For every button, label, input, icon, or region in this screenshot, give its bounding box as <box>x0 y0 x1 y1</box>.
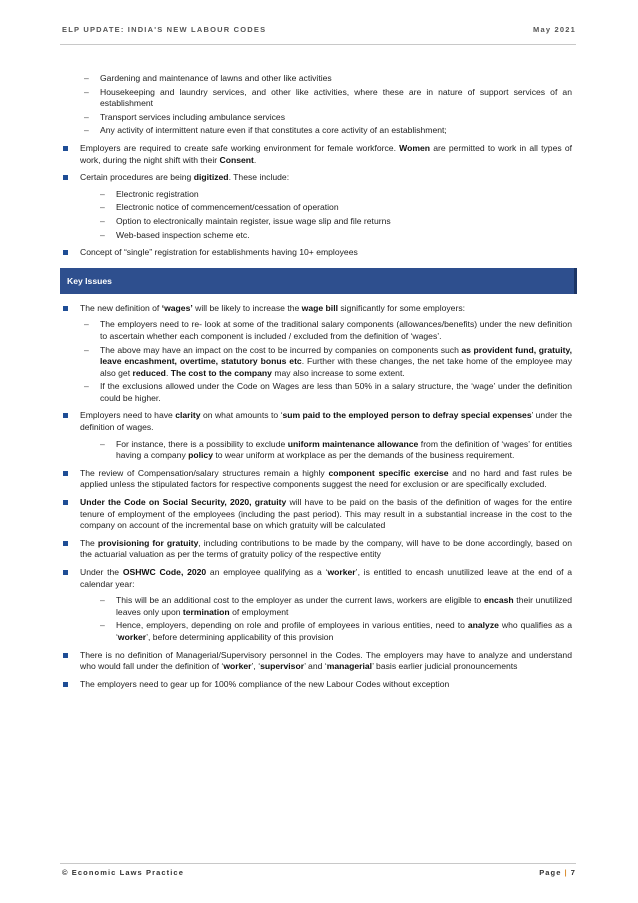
page-footer <box>62 868 576 877</box>
square-bullet-icon <box>63 500 68 505</box>
footer-divider <box>60 863 576 864</box>
square-bullet-icon <box>63 653 68 658</box>
bullet-compliance: The employers need to gear up for 100% compliance of the new Labour Codes without exception <box>62 679 572 691</box>
header-date: May 2021 <box>533 25 576 34</box>
key-issues-heading: Key Issues <box>60 268 577 294</box>
bullet-wages-definition: The new definition of ‘wages’ will be likely to increase the wage bill significantly for some employers: <box>62 303 572 315</box>
bullet-digitized: Certain procedures are being digitized. These include: <box>62 172 572 184</box>
square-bullet-icon <box>63 306 68 311</box>
list-item: – Transport services including ambulance services <box>84 112 572 124</box>
square-bullet-icon <box>63 682 68 687</box>
bullet-oshwc: Under the OSHWC Code, 2020 an employee qualifying as a ‘worker’, is entitled to encash unutilized leave at the end of a calendar year: <box>62 567 572 590</box>
bullet-review: The review of Compensation/salary structures remain a highly component specific exercise and no hard and fast rules be applied unless the stipulated factors for respective components suggest the need for exclusion or are specifically excluded. <box>62 468 572 491</box>
bullet-safe-environment: Employers are required to create safe working environment for female workforce. Women are permitted to work in all types of work, during the night shift with their Consent. <box>62 143 572 166</box>
wages-sub-list <box>84 319 572 404</box>
square-bullet-icon <box>63 146 68 151</box>
list-item: – Housekeeping and laundry services, and other like activities, where these are in nature of support services of an establishment <box>84 87 572 110</box>
list-item: – Option to electronically maintain register, issue wage slip and file returns <box>100 216 572 228</box>
square-bullet-icon <box>63 175 68 180</box>
header-divider <box>60 44 576 45</box>
square-bullet-icon <box>63 570 68 575</box>
list-item: – Web-based inspection scheme etc. <box>100 230 572 242</box>
square-bullet-icon <box>63 541 68 546</box>
list-item: – Hence, employers, depending on role and profile of employees in various entities, need to analyze who qualifies as a ‘worker’, before determining applicability of this provision <box>100 620 572 643</box>
page-header <box>62 25 576 34</box>
square-bullet-icon <box>63 471 68 476</box>
clarity-sub-list <box>100 439 572 462</box>
digital-procedures-list <box>100 189 572 241</box>
page-content <box>62 73 572 695</box>
continued-activities-list <box>84 73 572 137</box>
bullet-managerial: There is no definition of Managerial/Supervisory personnel in the Codes. The employers may have to analyze and understand who would fall under the definition of ‘worker’, ‘supervisor’ and ‘managerial’ basis earlier judicial pronouncements <box>62 650 572 673</box>
list-item: – Electronic notice of commencement/cessation of operation <box>100 202 572 214</box>
list-item: – The above may have an impact on the cost to be incurred by companies on components such as provident fund, gratuity, leave encashment, overtime, statutory bonus etc. Further with these changes, the net take home of the employee may also get reduced. The cost to the company may also increase to some extent. <box>84 345 572 380</box>
list-item: – For instance, there is a possibility to exclude uniform maintenance allowance from the definition of ‘wages’ for entities having a company policy to wear uniform at workplace as per the demands of the business requirement. <box>100 439 572 462</box>
list-item: – If the exclusions allowed under the Code on Wages are less than 50% in a salary structure, the ‘wage’ under the definition could be higher. <box>84 381 572 404</box>
footer-copyright: © Economic Laws Practice <box>62 868 184 877</box>
page-number: Page | 7 <box>539 868 576 877</box>
header-title: ELP UPDATE: INDIA'S NEW LABOUR CODES <box>62 25 267 34</box>
list-item: – The employers need to re- look at some of the traditional salary components (allowances/benefits) under the new definition to ascertain whether each component is included / excluded from the definition of ‘wages’. <box>84 319 572 342</box>
footer-separator: | <box>564 868 568 877</box>
list-item: – Gardening and maintenance of lawns and other like activities <box>84 73 572 85</box>
list-item: – Any activity of intermittent nature even if that constitutes a core activity of an establishment; <box>84 125 572 137</box>
list-item: – Electronic registration <box>100 189 572 201</box>
square-bullet-icon <box>63 250 68 255</box>
bullet-single-registration: Concept of “single” registration for establishments having 10+ employees <box>62 247 572 259</box>
bullet-provisioning: The provisioning for gratuity, including contributions to be made by the company, will have to be done accordingly, based on the actuarial valuation as per the terms of gratuity policy of the respective entity <box>62 538 572 561</box>
bullet-gratuity: Under the Code on Social Security, 2020, gratuity will have to be paid on the basis of the definition of wages for the entire tenure of employment of the employees (including the past period). This may result in a substantial increase in the cost to the company on account of the incremental base on which gratuity will be calculated <box>62 497 572 532</box>
list-item: – This will be an additional cost to the employer as under the current laws, workers are eligible to encash their unutilized leaves only upon termination of employment <box>100 595 572 618</box>
oshwc-sub-list <box>100 595 572 643</box>
square-bullet-icon <box>63 413 68 418</box>
bullet-clarity: Employers need to have clarity on what amounts to ‘sum paid to the employed person to defray special expenses’ under the definition of wages. <box>62 410 572 433</box>
